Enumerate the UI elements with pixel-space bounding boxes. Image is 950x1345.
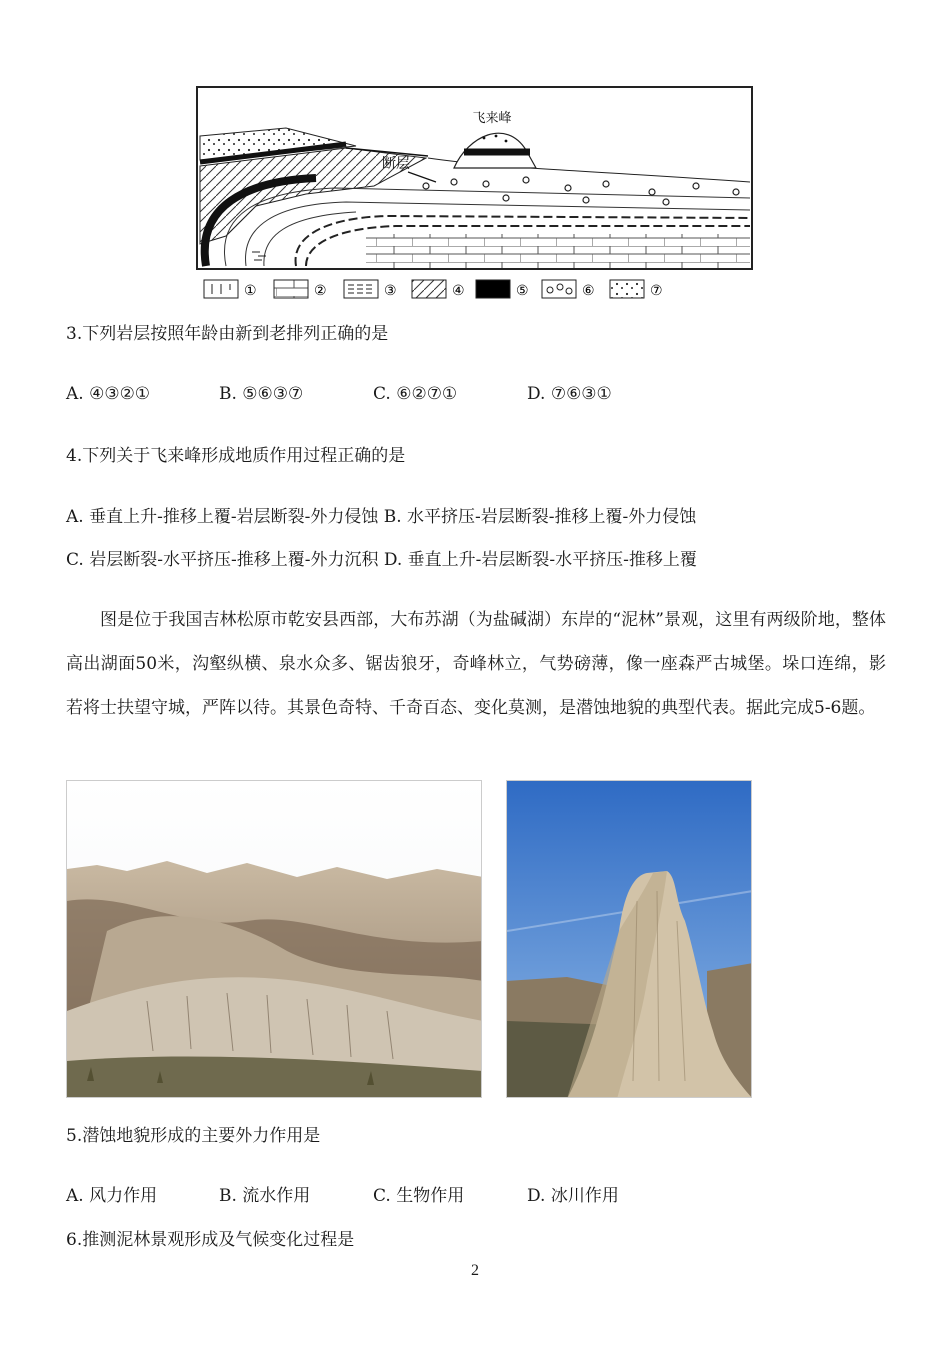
page-number: 2 [471, 1262, 479, 1279]
legend [204, 280, 663, 299]
q3-option-a[interactable]: A. ④③②① [66, 384, 151, 404]
geologic-cross-section-figure [196, 86, 754, 312]
question-5-stem: 5.潜蚀地貌形成的主要外力作用是 [66, 1126, 321, 1146]
fault-label: 断层 [382, 156, 410, 172]
passage-text: 图是位于我国吉林松原市乾安县西部，大布苏湖（为盐碱湖）东岸的“泥林”景观，这里有两级阶地，整体高出湖面50米，沟壑纵横、泉水众多、锯齿狼牙，奇峰林立，气势磅薄，像一座森严古城堡。垛口连绵，影若将士扶望守城，严阵以待。其景色奇特、千奇百态、变化莫测，是潜蚀地貌的典型代表。据此完成5-6题。 [66, 610, 886, 718]
question-5-options [66, 1184, 886, 1208]
q3-option-c[interactable]: C. ⑥②⑦① [373, 384, 458, 404]
legend-label-4: ④ [452, 283, 465, 299]
legend-label-1: ① [244, 283, 257, 299]
q5-option-b[interactable]: B. 流水作用 [219, 1186, 311, 1206]
mud-forest-photo-left [66, 780, 482, 1098]
question-3-options [66, 382, 886, 406]
q4-options-ab[interactable]: A. 垂直上升-推移上覆-岩层断裂-外力侵蚀 B. 水平挤压-岩层断裂-推移上覆-外力侵蚀 [66, 507, 697, 527]
q3-option-b[interactable]: B. ⑤⑥③⑦ [219, 384, 304, 404]
legend-label-3: ③ [384, 283, 397, 299]
legend-label-5: ⑤ [516, 283, 529, 299]
mud-forest-photo-right [506, 780, 752, 1098]
q5-option-a[interactable]: A. 风力作用 [66, 1186, 158, 1206]
q5-option-c[interactable]: C. 生物作用 [373, 1186, 465, 1206]
legend-label-7: ⑦ [650, 283, 663, 299]
question-6-stem: 6.推测泥林景观形成及气候变化过程是 [66, 1230, 355, 1250]
q3-option-d[interactable]: D. ⑦⑥③① [527, 384, 612, 404]
legend-label-2: ② [314, 283, 327, 299]
q4-options-cd[interactable]: C. 岩层断裂-水平挤压-推移上覆-外力沉积 D. 垂直上升-岩层断裂-水平挤压-推移上覆 [66, 550, 697, 570]
legend-label-6: ⑥ [582, 283, 595, 299]
question-3-stem: 3.下列岩层按照年龄由新到老排列正确的是 [66, 324, 389, 344]
question-4-stem: 4.下列关于飞来峰形成地质作用过程正确的是 [66, 446, 406, 466]
q5-option-d[interactable]: D. 冰川作用 [527, 1186, 619, 1206]
peak-label: 飞来峰 [472, 111, 512, 126]
